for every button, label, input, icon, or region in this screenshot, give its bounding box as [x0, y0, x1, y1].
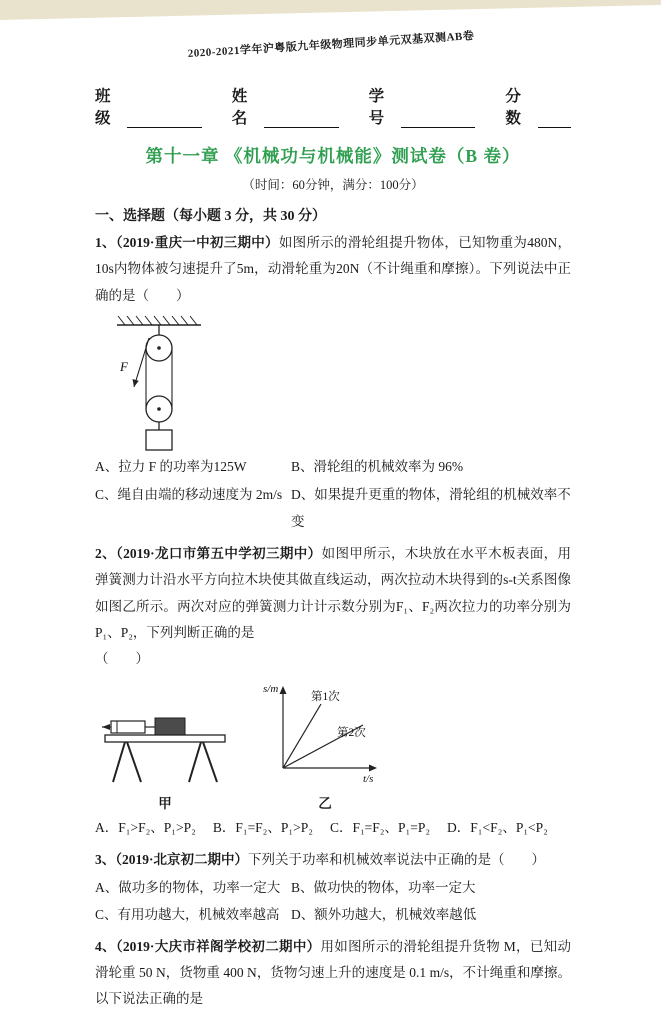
y-axis-label: s/m: [263, 682, 279, 695]
x-axis-label: t/s: [363, 772, 374, 785]
class-blank-line: [127, 112, 201, 128]
question-3-body: 下列关于功率和机械效率说法中正确的是（ ）: [248, 852, 546, 868]
question-4-body: 用如图所示的滑轮组提升货物 M，已知动滑轮重 50 N，货物重 400 N，货物匀速上升的速度是 0.1 m/s，不计绳重和摩擦。以下说法正确的是: [95, 938, 571, 1007]
pull-arrowhead: [102, 724, 110, 730]
question-3-source: 3、（2019·北京初二期中）: [95, 852, 249, 868]
score-label: 分数: [505, 88, 521, 127]
paper-title: 第十一章 《机械功与机械能》测试卷（B 卷）: [145, 146, 521, 166]
question-1-text: [95, 230, 571, 309]
figure-jia-caption: 甲: [158, 795, 172, 811]
option-1d: D、如果提升更重的物体，滑轮组的机械效率不变: [291, 486, 571, 530]
force-label: F: [120, 358, 128, 374]
wood-block: [155, 718, 185, 735]
option-1b: B、滑轮组的机械效率为 96%: [291, 458, 464, 474]
student-info-row: [95, 84, 571, 128]
option-2d: D．F₁<F₂、P₁<P₂: [447, 819, 548, 835]
question-1-options-row-1: [95, 453, 571, 481]
option-2b: B．F₁=F₂、P₁>P₂: [212, 819, 313, 835]
force-arrowhead: [133, 379, 139, 387]
class-label: 班级: [95, 88, 111, 127]
figure-jia-box: [97, 694, 233, 812]
question-1-figure: [99, 311, 571, 453]
option-1c: C、绳自由端的移动速度为 2m/s: [95, 486, 283, 502]
pulley-figure: [99, 311, 214, 453]
trial-1-label: 第1次: [311, 690, 340, 703]
option-1a: A、拉力 F 的功率为125W: [95, 458, 247, 474]
question-2-text: [95, 541, 571, 646]
watermark-text: 2020-2021学年沪粤版九年级物理同步单元双基双测AB卷: [186, 30, 475, 60]
question-4-source: 4、（2019·大庆市祥阁学校初二期中）: [95, 938, 321, 954]
question-2-figures: [97, 678, 571, 812]
question-2-options-row: [95, 814, 571, 842]
question-1-body: 如图所示的滑轮组提升物体，已知物重为480N，10s内物体被匀速提升了5m，动滑轮重为20N（不计绳重和摩擦）。下列说法中正确的是（ ）: [95, 235, 571, 303]
distance-time-graph: [259, 678, 391, 790]
rope-free-end: [134, 338, 149, 387]
option-2a: A．F₁>F₂、P₁>P₂: [95, 819, 196, 835]
x-axis-arrowhead: [369, 764, 377, 771]
figure-yi-caption: 乙: [318, 795, 332, 811]
student-id-label: 学号: [368, 88, 385, 127]
question-2-body: 如图甲所示，木块放在水平木板表面，用弹簧测力计沿水平方向拉木块使其做直线运动，两次拉动木块得到的s-t关系图像如图乙所示。两次对应的弹簧测力计计示数分别为F₁、F₂两次拉力的功率分别为P₁、P₂，下列判断正确的是: [95, 545, 571, 640]
student-id-field: [369, 84, 476, 128]
question-4-text: [95, 934, 571, 1013]
option-3a: A、做功多的物体，功率一定大: [95, 879, 281, 895]
option-2c: C．F₁=F₂、P₁=P₂: [329, 819, 431, 835]
class-field: [95, 84, 202, 128]
option-3d: D、额外功越大，机械效率越低: [291, 907, 477, 923]
ceiling-hatch: [118, 316, 197, 325]
option-3b: B、做功快的物体，功率一定大: [291, 879, 476, 895]
y-axis-arrowhead: [280, 686, 287, 694]
spring-scale-figure: [97, 694, 233, 790]
paper-subtitle: （时间：60分钟，满分：100分）: [242, 178, 424, 192]
score-blank-line: [538, 112, 571, 128]
spring-scale: [111, 721, 145, 733]
weight-box: [146, 430, 172, 450]
question-3-options-row-2: [95, 901, 571, 929]
name-field: [232, 84, 339, 128]
question-2-source: 2、（2019·龙口市第五中学初三期中）: [95, 545, 322, 561]
question-1-options-row-2: [95, 481, 571, 536]
option-3c: C、有用功越大，机械效率越高: [95, 907, 280, 923]
table-board: [105, 735, 225, 742]
name-blank-line: [264, 112, 338, 128]
figure-yi-box: [259, 678, 391, 812]
section-heading: 一、选择题（每小题 3 分，共 30 分）: [95, 209, 326, 224]
student-id-blank-line: [401, 112, 475, 128]
name-label: 姓名: [231, 88, 248, 127]
question-2-answer-blank: （ ）: [95, 651, 149, 667]
trial-2-label: 第2次: [337, 726, 366, 739]
score-field: [505, 84, 571, 128]
question-1-source: 1、（2019·重庆一中初三期中）: [95, 235, 279, 250]
question-3-text: [95, 847, 571, 873]
question-3-options-row-1: [95, 874, 571, 902]
